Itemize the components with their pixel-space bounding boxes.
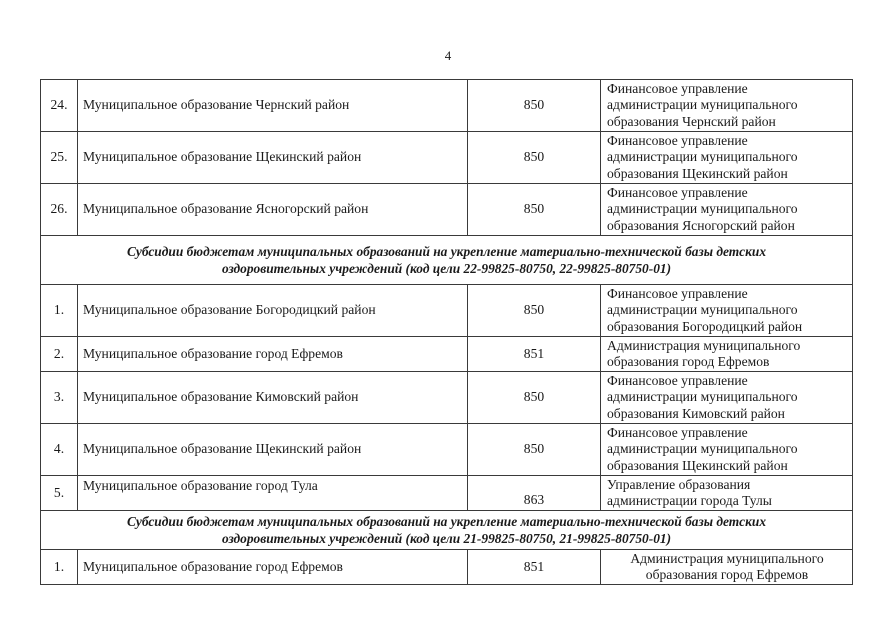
org-line: образования город Ефремов [645, 567, 809, 582]
responsible-organization [601, 132, 853, 184]
org-line: администрации муниципального [607, 97, 798, 113]
responsible-organization [601, 476, 853, 511]
org-line: администрации муниципального [607, 201, 798, 217]
responsible-organization [601, 337, 853, 372]
table-row [41, 372, 853, 424]
heading-line: Субсидии бюджетам муниципальных образований на укрепление материально-технической базы детских [126, 244, 767, 259]
responsible-organization [601, 372, 853, 424]
municipality-name: Муниципальное образование Чернский район [78, 80, 468, 132]
responsible-organization [601, 80, 853, 132]
department-code: 850 [468, 285, 601, 337]
table-row [41, 476, 853, 511]
table-row [41, 550, 853, 585]
heading-line: оздоровительных учреждений (код цели 22-99825-80750, 22-99825-80750-01) [221, 261, 672, 276]
row-number: 25. [41, 132, 78, 184]
municipality-name: Муниципальное образование город Тула [78, 476, 468, 511]
org-line: образования Чернский район [607, 113, 776, 129]
section-heading [41, 236, 853, 285]
department-code: 850 [468, 184, 601, 236]
table-row [41, 80, 853, 132]
row-number: 24. [41, 80, 78, 132]
responsible-organization [601, 550, 853, 585]
department-code: 850 [468, 424, 601, 476]
row-number: 1. [41, 285, 78, 337]
org-line: Администрация муниципального [607, 337, 801, 353]
row-number: 1. [41, 550, 78, 585]
municipality-name: Муниципальное образование Кимовский район [78, 372, 468, 424]
allocation-table [40, 79, 853, 585]
org-line: образования город Ефремов [607, 354, 770, 369]
responsible-organization [601, 424, 853, 476]
org-line: администрации муниципального [607, 302, 798, 318]
table-row [41, 337, 853, 372]
department-code: 850 [468, 80, 601, 132]
department-code: 851 [468, 550, 601, 585]
row-number: 2. [41, 337, 78, 372]
org-line: Финансовое управление [607, 80, 748, 96]
org-line: администрации города Тулы [607, 493, 772, 508]
municipality-name: Муниципальное образование Щекинский район [78, 424, 468, 476]
row-number: 5. [41, 476, 78, 511]
org-line: Финансовое управление [607, 424, 748, 440]
org-line: Администрация муниципального [630, 550, 824, 566]
municipality-name: Муниципальное образование город Ефремов [78, 337, 468, 372]
table-row [41, 132, 853, 184]
municipality-name: Муниципальное образование город Ефремов [78, 550, 468, 585]
org-line: Финансовое управление [607, 285, 748, 301]
responsible-organization [601, 285, 853, 337]
org-line: образования Богородицкий район [607, 318, 803, 334]
section-heading-row [41, 511, 853, 550]
org-line: администрации муниципального [607, 389, 798, 405]
org-line: образования Щекинский район [607, 457, 788, 473]
department-code: 850 [468, 372, 601, 424]
row-number: 3. [41, 372, 78, 424]
org-line: образования Ясногорский район [607, 217, 795, 233]
org-line: Управление образования [607, 476, 751, 492]
department-code: 850 [468, 132, 601, 184]
department-code: 851 [468, 337, 601, 372]
row-number: 4. [41, 424, 78, 476]
municipality-name: Муниципальное образование Щекинский район [78, 132, 468, 184]
org-line: администрации муниципального [607, 149, 798, 165]
department-code: 863 [468, 476, 601, 511]
page-number: 4 [444, 48, 452, 63]
heading-line: Субсидии бюджетам муниципальных образований на укрепление материально-технической базы детских [126, 514, 767, 529]
table-row [41, 285, 853, 337]
org-line: Финансовое управление [607, 372, 748, 388]
heading-line: оздоровительных учреждений (код цели 21-99825-80750, 21-99825-80750-01) [221, 531, 672, 546]
org-line: Финансовое управление [607, 132, 748, 148]
section-heading [41, 511, 853, 550]
municipality-name: Муниципальное образование Богородицкий район [78, 285, 468, 337]
responsible-organization [601, 184, 853, 236]
municipality-name: Муниципальное образование Ясногорский район [78, 184, 468, 236]
org-line: Финансовое управление [607, 184, 748, 200]
section-heading-row [41, 236, 853, 285]
table-row [41, 424, 853, 476]
org-line: образования Щекинский район [607, 165, 788, 181]
row-number: 26. [41, 184, 78, 236]
org-line: администрации муниципального [607, 441, 798, 457]
org-line: образования Кимовский район [607, 405, 785, 421]
table-row [41, 184, 853, 236]
